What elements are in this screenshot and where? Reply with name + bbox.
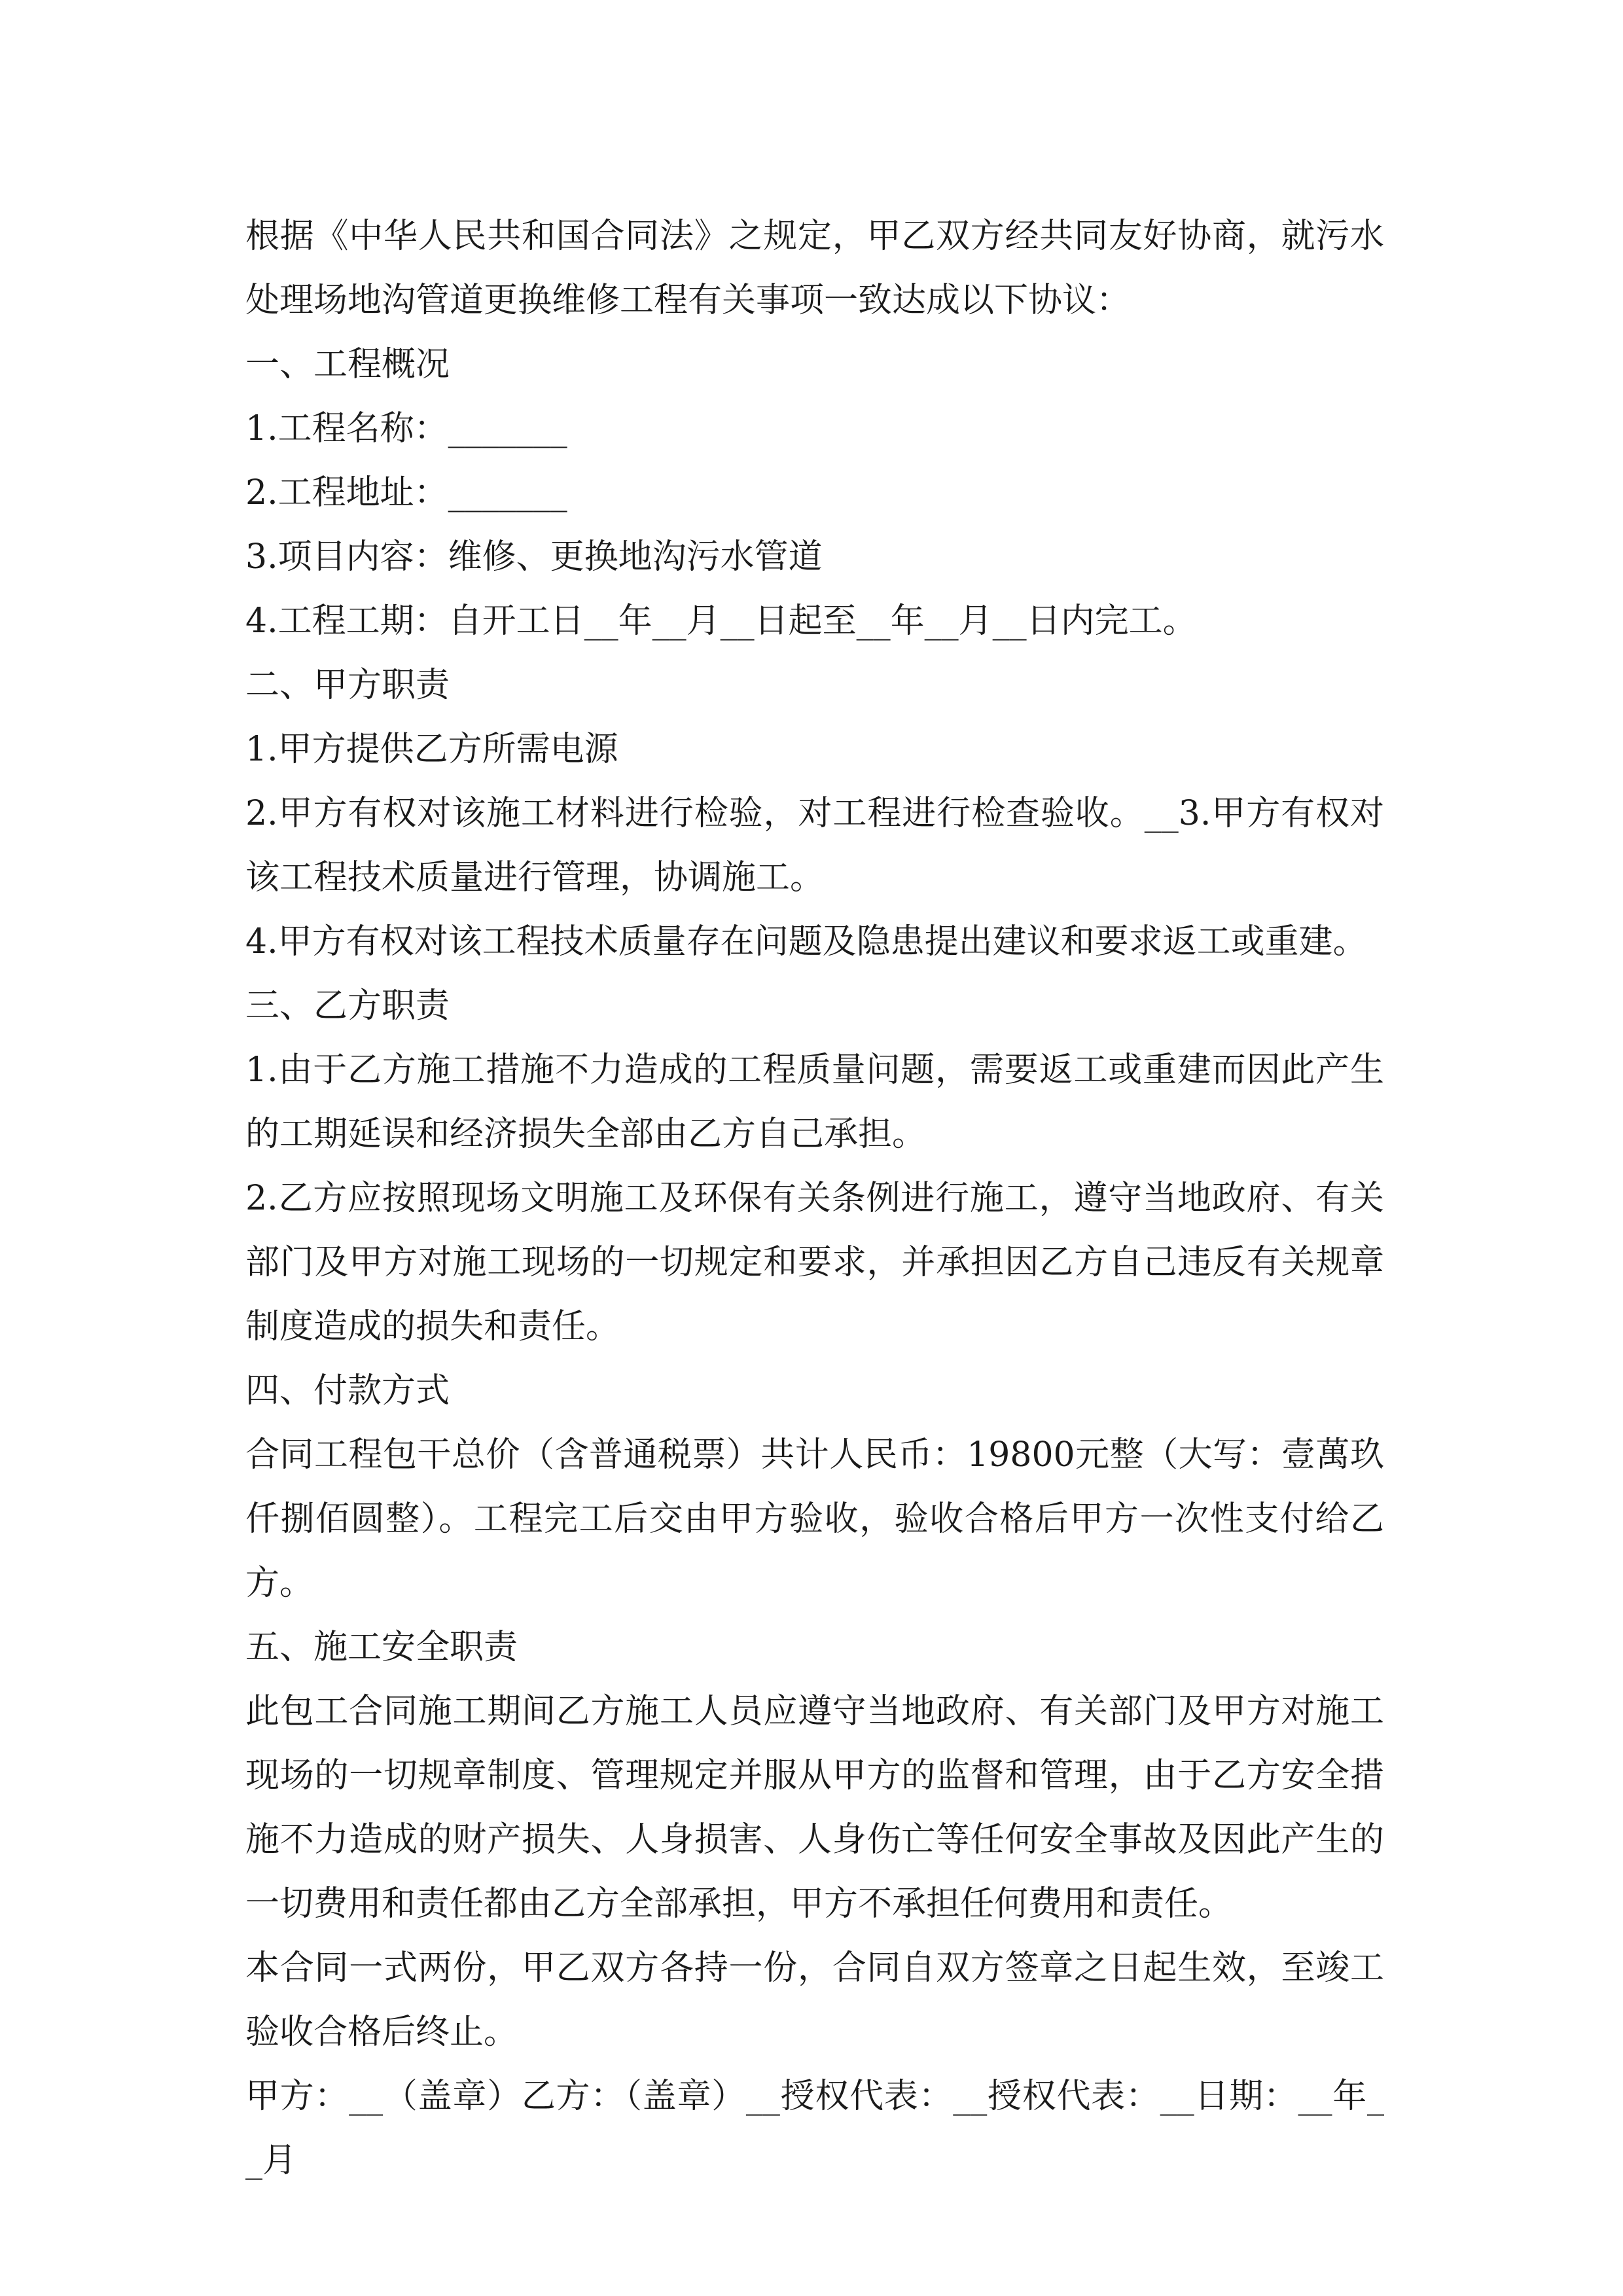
section-heading-party-b-duties: 三、乙方职责	[245, 986, 450, 1026]
payment-paragraph: 合同工程包干总价（含普通税票）共计人民币：19800元整（大写：壹萬玖仟捌佰圆整）。工程完工后交由甲方验收，验收合格后甲方一次性支付给乙方。	[245, 1435, 1384, 1603]
validity-paragraph: 本合同一式两份，甲乙双方各持一份，合同自双方签章之日起生效，至竣工验收合格后终止。	[245, 1948, 1384, 2052]
project-address-line: 2.工程地址：_______	[245, 473, 567, 512]
safety-paragraph: 此包工合同施工期间乙方施工人员应遵守当地政府、有关部门及甲方对施工现场的一切规章制度、管理规定并服从甲方的监督和管理，由于乙方安全措施不力造成的财产损失、人身损害、人身伤亡等任何安全事故及因此产生的一切费用和责任都由乙方全部承担，甲方不承担任何费用和责任。	[245, 1692, 1384, 1924]
party-b-duty-2: 2.乙方应按照现场文明施工及环保有关条例进行施工，遵守当地政府、有关部门及甲方对施工现场的一切规定和要求，并承担因乙方自己违反有关规章制度造成的损失和责任。	[245, 1179, 1384, 1346]
section-heading-project-overview: 一、工程概况	[245, 345, 450, 384]
party-a-duty-2-3: 2.甲方有权对该施工材料进行检验，对工程进行检查验收。__3.甲方有权对该工程技术质量进行管理，协调施工。	[245, 794, 1384, 897]
contract-body	[245, 204, 1384, 2193]
party-a-duty-4: 4.甲方有权对该工程技术质量存在问题及隐患提出建议和要求返工或重建。	[245, 922, 1367, 961]
signature-line: 甲方：__（盖章）乙方：（盖章）__授权代表：__授权代表：__日期：__年__月	[245, 2077, 1384, 2180]
section-heading-payment: 四、付款方式	[245, 1371, 450, 1410]
section-heading-party-a-duties: 二、甲方职责	[245, 666, 450, 705]
project-content-line: 3.项目内容：维修、更换地沟污水管道	[245, 537, 823, 577]
project-name-line: 1.工程名称：_______	[245, 409, 567, 448]
preamble-paragraph: 根据《中华人民共和国合同法》之规定，甲乙双方经共同友好协商，就污水处理场地沟管道更换维修工程有关事项一致达成以下协议：	[245, 217, 1384, 320]
project-duration-line: 4.工程工期：自开工日__年__月__日起至__年__月__日内完工。	[245, 601, 1197, 641]
party-a-duty-1: 1.甲方提供乙方所需电源	[245, 730, 618, 769]
party-b-duty-1: 1.由于乙方施工措施不力造成的工程质量问题，需要返工或重建而因此产生的工期延误和经济损失全部由乙方自己承担。	[245, 1050, 1384, 1154]
section-heading-safety: 五、施工安全职责	[245, 1628, 518, 1667]
